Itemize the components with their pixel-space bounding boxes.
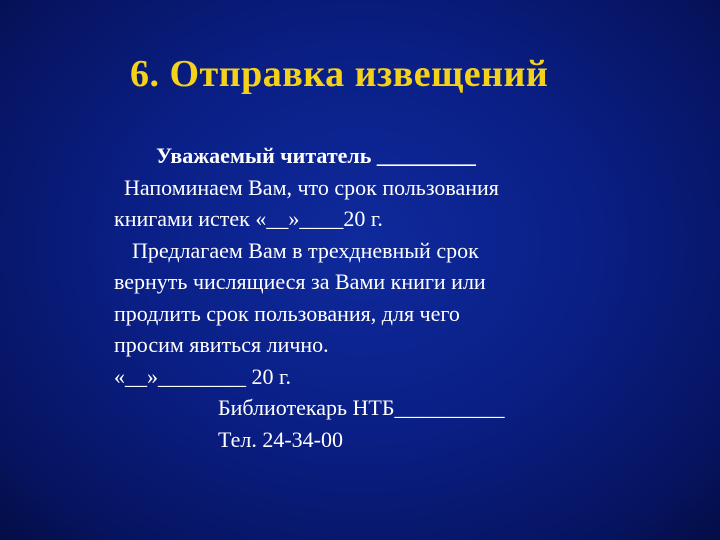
offer-line-3: продлить срок пользования, для чего — [114, 300, 460, 326]
date-line: «__»________ 20 г. — [114, 363, 292, 389]
phone-line: Тел. 24-34-00 — [218, 426, 343, 452]
offer-line-4: просим явиться лично. — [114, 332, 329, 357]
reminder-line-1: Напоминаем Вам, что срок пользования — [124, 174, 499, 200]
librarian-line: Библиотекарь НТБ__________ — [218, 395, 505, 420]
offer-line-1: Предлагаем Вам в трехдневный срок — [132, 237, 479, 263]
notice-body — [114, 140, 634, 455]
slide-title: 6. Отправка извещений — [130, 53, 549, 95]
offer-line-2: вернуть числящиеся за Вами книги или — [114, 269, 486, 294]
greeting-line: Уважаемый читатель _________ — [156, 143, 476, 168]
reminder-line-2: книгами истек «__»____20 г. — [114, 206, 383, 231]
